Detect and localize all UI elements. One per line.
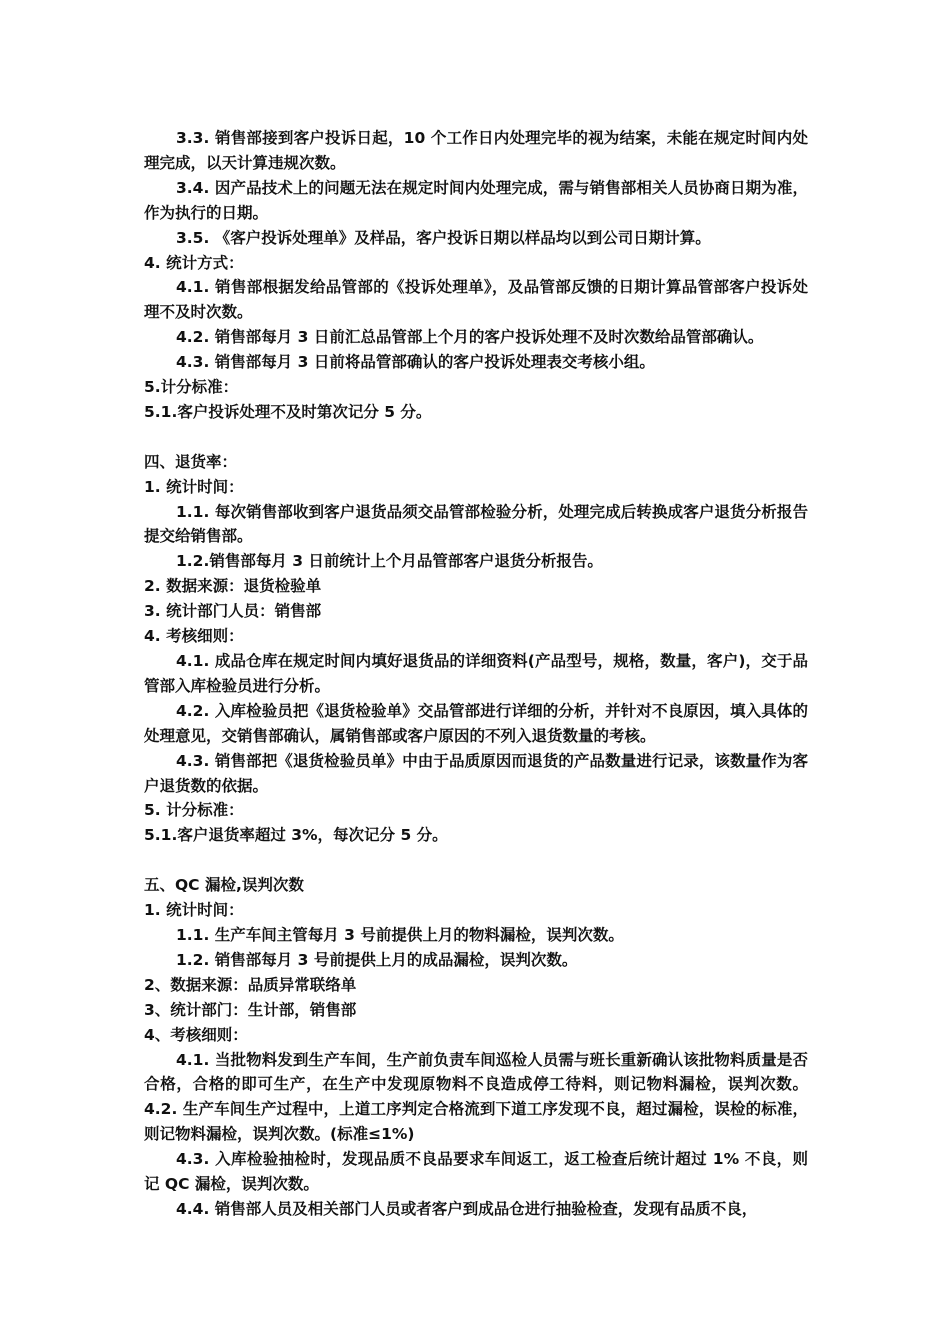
heading-3-stat-dept: 3. 统计部门人员：销售部 xyxy=(144,602,322,621)
paragraph-5-1: 5.1.客户投诉处理不及时第次记分 5 分。 xyxy=(144,402,432,421)
paragraph-4-1-return: 4.1. 成品仓库在规定时间内填好退货品的详细资料(产品型号，规格，数量，客户)，交于品管部入库检验员进行分析。 xyxy=(144,652,808,695)
paragraph-4-1-qc: 4.1. 当批物料发到生产车间，生产前负责车间巡检人员需与班长重新确认该批物料质量是否合格，合格的即可生产，在生产中发现原物料不良造成停工待料，则记物料漏检，误判次数。4.2. 生产车间生产过程中，上道工序判定合格流到下道工序发现不良，超过漏检，误检的标准，则记物料漏检，误判次数。(标准≤1%) xyxy=(144,1050,808,1144)
paragraph-1-2-qc: 1.2. 销售部每月 3 号前提供上月的成品漏检，误判次数。 xyxy=(176,950,578,969)
paragraph-4-3-return: 4.3. 销售部把《退货检验员单》中由于品质原因而退货的产品数量进行记录，该数量作为客户退货数的依据。 xyxy=(144,751,808,795)
paragraph-4-2: 4.2. 销售部每月 3 日前汇总品管部上个月的客户投诉处理不及时次数给品管部确认。 xyxy=(176,328,764,347)
document-page xyxy=(144,126,808,1222)
heading-5-scoring-return: 5. 计分标准： xyxy=(144,801,244,820)
blank-line xyxy=(144,425,808,450)
paragraph-1-2: 1.2.销售部每月 3 日前统计上个月品管部客户退货分析报告。 xyxy=(176,552,603,571)
paragraph-4-3-qc: 4.3. 入库检验抽检时，发现品质不良品要求车间返工，返工检查后统计超过 1% 不良，则记 QC 漏检，误判次数。 xyxy=(144,1150,808,1194)
paragraph-4-3: 4.3. 销售部每月 3 日前将品管部确认的客户投诉处理表交考核小组。 xyxy=(176,353,655,372)
heading-1-stat-time-qc: 1. 统计时间： xyxy=(144,901,244,920)
heading-4-rules-qc: 4、考核细则： xyxy=(144,1025,248,1044)
heading-4-rules: 4. 考核细则： xyxy=(144,627,244,646)
paragraph-4-2-return: 4.2. 入库检验员把《退货检验单》交品管部进行详细的分析，并针对不良原因，填入具体的处理意见，交销售部确认，属销售部或客户原因的不列入退货数量的考核。 xyxy=(144,701,808,745)
paragraph-4-1: 4.1. 销售部根据发给品管部的《投诉处理单》，及品管部反馈的日期计算品管部客户投诉处理不及时次数。 xyxy=(144,278,808,322)
paragraph-4-4-qc: 4.4. 销售部人员及相关部门人员或者客户到成品仓进行抽验检查，发现有品质不良， xyxy=(176,1199,758,1218)
paragraph-1-1: 1.1. 每次销售部收到客户退货品须交品管部检验分析，处理完成后转换成客户退货分析报告提交给销售部。 xyxy=(144,502,808,546)
heading-1-stat-time: 1. 统计时间： xyxy=(144,477,244,496)
heading-2-data-source-qc: 2、数据来源：品质异常联络单 xyxy=(144,975,357,994)
paragraph-3-3: 3.3. 销售部接到客户投诉日起，10 个工作日内处理完毕的视为结案，未能在规定时间内处理完成，以天计算违规次数。 xyxy=(144,129,808,172)
paragraph-3-5: 3.5. 《客户投诉处理单》及样品，客户投诉日期以样品均以到公司日期计算。 xyxy=(176,228,711,247)
paragraph-3-4: 3.4. 因产品技术上的问题无法在规定时间内处理完成，需与销售部相关人员协商日期为准，作为执行的日期。 xyxy=(144,178,808,222)
heading-5-scoring: 5.计分标准： xyxy=(144,378,239,397)
section-4-heading: 四、退货率： xyxy=(144,452,238,471)
blank-line xyxy=(144,848,808,873)
heading-3-stat-dept-qc: 3、统计部门：生计部，销售部 xyxy=(144,1000,357,1019)
paragraph-1-1-qc: 1.1. 生产车间主管每月 3 号前提供上月的物料漏检，误判次数。 xyxy=(176,925,624,944)
heading-4-stat-method: 4. 统计方式： xyxy=(144,253,244,272)
section-5-heading: 五、QC 漏检,误判次数 xyxy=(144,876,304,895)
heading-2-data-source: 2. 数据来源：退货检验单 xyxy=(144,577,322,596)
paragraph-5-1-return: 5.1.客户退货率超过 3%，每次记分 5 分。 xyxy=(144,826,448,845)
